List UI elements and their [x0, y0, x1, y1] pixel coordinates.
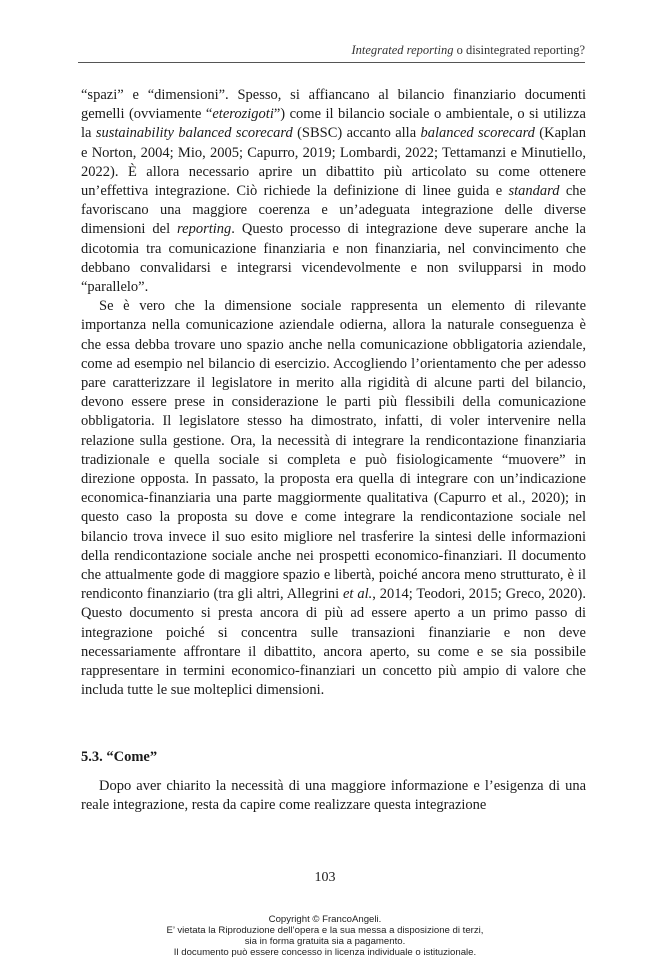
copyright-notice [0, 914, 650, 958]
text-run: , 2014; Teodori, 2015; Greco, 2020). Questo documento si presta ancora di più ad essere aperto a un primo passo di integrazione poiché si concentra sulle transazioni finanziarie e non deve necessariamente affrontare il dibattito, ancora aperto, su come e se sia possibile rappresentare in termini economico-finanziari un concetto più ampio di valore che includa tutte le sue molteplici dimensioni. [81, 586, 587, 699]
copyright-line: sia in forma gratuita sia a pagamento. [244, 936, 406, 947]
text-run: Se è vero che la dimensione sociale rappresenta un elemento di rilevante importanza nella comunicazione aziendale odierna, allora la naturale conseguenza è che essa debba trovare uno spazio anche nella comunicazione obbligatoria aziendale, come ad esempio nel bilancio di esercizio. Accogliendo l’orientamento che per adesso pare caratterizzare il legislatore in merito alla rigidità di alcune parti del bilancio, devono essere prese in considerazione le parti più flessibili della comunicazione obbligatoria. Il legislatore stesso ha dimostrato, infatti, di voler intervenire nella relazione sulla gestione. Ora, la necessità di integrare la rendicontazione finanziaria tradizionale e quella sociale si completa e può fisiologicamente “muovere” in direzione opposta. In passato, la proposta era quella di integrare con un’indicazione economica-finanziaria una parte maggiormente qualitativa (Capurro et al., 2020); in questo caso la proposta su dove e come integrare la rendicontazione sociale nel bilancio trova invece il suo esito migliore nel trasferire la sintesi delle informazioni della rendicontazione sociale anche nei prospetti economico-finanziari. Il documento che attualmente gode di maggiore spazio e libertà, poiché ancora meno strutturato, è il rendiconto finanziario (tra gli altri, Allegrini [81, 298, 586, 603]
paragraph [81, 777, 586, 815]
italic-text: et al. [342, 586, 373, 603]
header-rule [78, 62, 585, 63]
italic-text: balanced scorecard [420, 125, 535, 142]
copyright-line: E’ vietata la Riproduzione dell’opera e la sua messa a disposizione di terzi, [166, 925, 484, 936]
running-head-rest: o disintegrated reporting? [453, 43, 585, 57]
section-body-text [81, 777, 586, 815]
paragraph [81, 297, 586, 700]
text-run: che favoriscano una maggiore coerenza e un’adeguata integrazione delle diverse dimensioni del [81, 183, 586, 238]
italic-text: reporting [177, 221, 232, 238]
section-heading: 5.3. “Come” [81, 749, 158, 765]
italic-text: eterozigoti [212, 106, 274, 123]
italic-text: standard [508, 183, 560, 200]
page-number: 103 [314, 870, 336, 885]
text-run: “spazi” e “dimensioni”. Spesso, si affiancano al bilancio finanziario documenti gemelli (ovviamente “ [81, 87, 586, 123]
body-text [81, 86, 586, 701]
copyright-line: Copyright © FrancoAngeli. [268, 914, 382, 925]
text-run: (SBSC) accanto alla [292, 125, 421, 142]
running-head [351, 42, 585, 58]
running-head-italic: Integrated reporting [351, 43, 454, 57]
italic-text: sustainability balanced scorecard [95, 125, 293, 142]
text-run: (Kaplan e Norton, 2004; Mio, 2005; Capurro, 2019; Lombardi, 2022; Tettamanzi e Minutiello, 2022). È allora necessario aprire un dibattito più articolato su come ottenere un’effettiva integrazione. Ciò richiede la definizione di linee guida e [81, 125, 586, 200]
copyright-line: Il documento può essere concesso in licenza individuale o istituzionale. [173, 947, 477, 958]
text-run: Dopo aver chiarito la necessità di una maggiore informazione e l’esigenza di una reale integrazione, resta da capire come realizzare questa integrazione [81, 778, 586, 814]
paragraph [81, 86, 586, 297]
text-run: ”) come il bilancio sociale o ambientale, o si utilizza la [81, 106, 586, 142]
text-run: . Questo processo di integrazione deve superare anche la dicotomia tra comunicazione finanziaria e non finanziaria, nel convincimento che debbano convalidarsi e integrarsi vicendevolmente e non svilupparsi in modo “parallelo”. [81, 221, 586, 296]
